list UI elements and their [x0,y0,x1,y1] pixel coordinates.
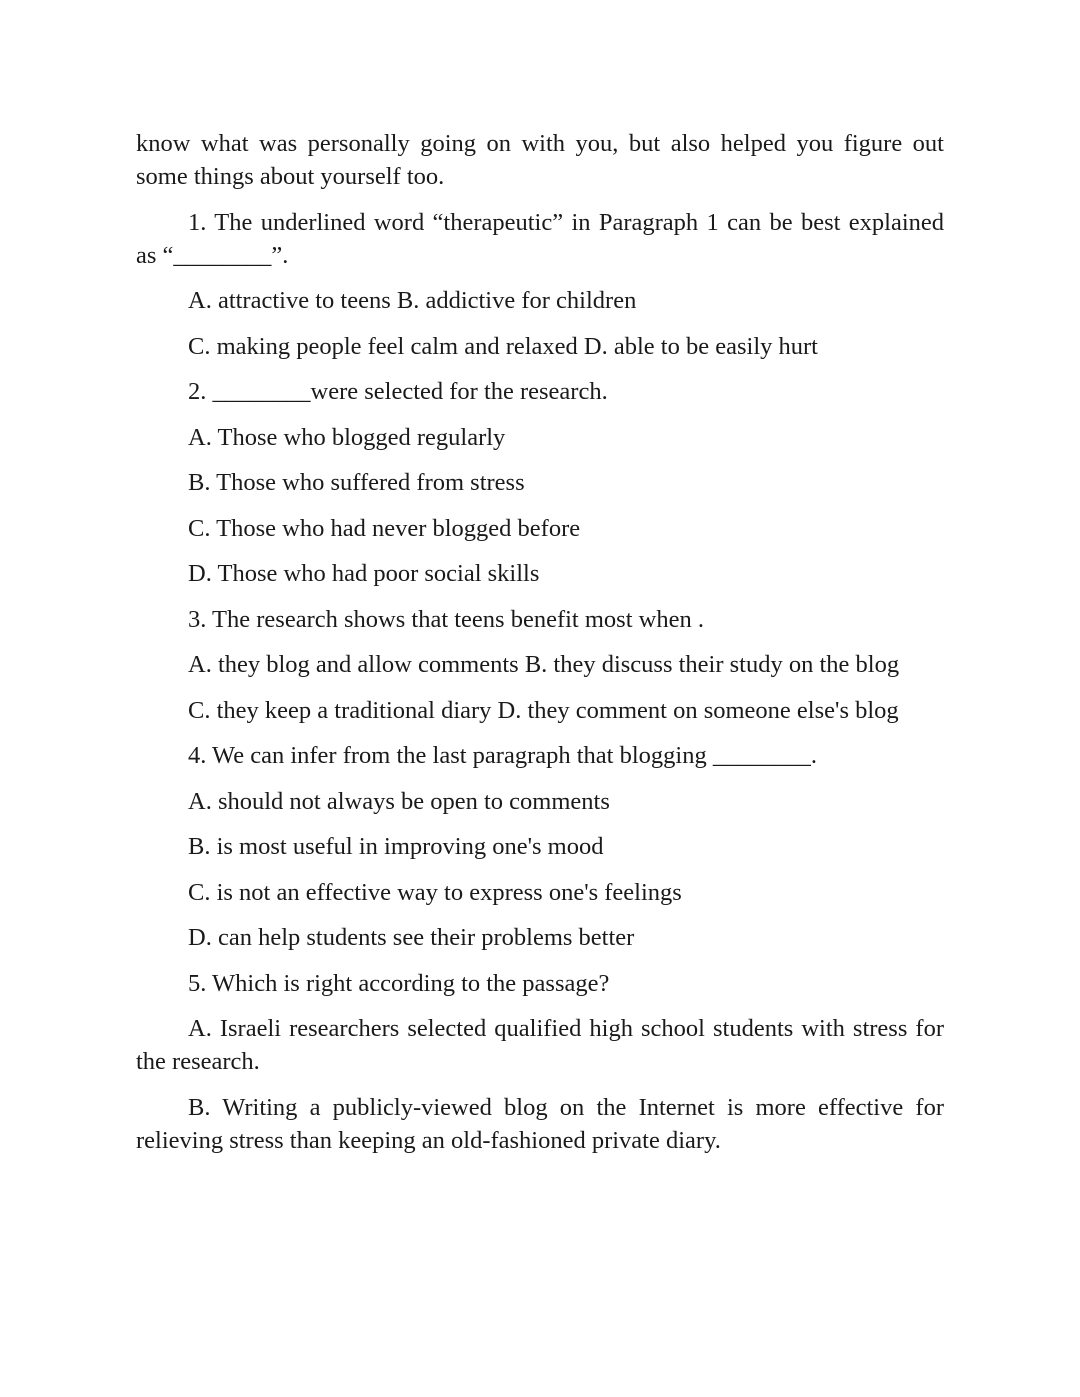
question-2-option-c: C. Those who had never blogged before [188,514,581,542]
question-5-stem: 5. Which is right according to the passage? [188,969,610,997]
question-5-option-b: B. Writing a publicly-viewed blog on the Internet is more effective for relieving stress than keeping an old-fashioned private diary. [136,1093,944,1154]
question-4-option-a: A. should not always be open to comments [188,787,610,815]
question-5-option-a: A. Israeli researchers selected qualified high school students with stress for the research. [136,1015,944,1075]
question-3-options-ab: A. they blog and allow comments B. they discuss their study on the blog [188,651,900,678]
question-3-options-cd: C. they keep a traditional diary D. they comment on someone else's blog [188,696,899,724]
document-page [136,127,944,1169]
question-4-option-c: C. is not an effective way to express one's feelings [188,878,682,906]
question-1-options-ab: A. attractive to teens B. addictive for children [188,287,637,314]
question-4-option-d: D. can help students see their problems better [188,924,635,951]
question-4-stem: 4. We can infer from the last paragraph that blogging ________. [188,742,817,769]
question-3-stem: 3. The research shows that teens benefit most when . [188,605,704,633]
question-2-option-a: A. Those who blogged regularly [188,423,506,451]
passage-continuation: know what was personally going on with you, but also helped you figure out some things about yourself too. [136,130,944,190]
question-1-stem: 1. The underlined word “therapeutic” in Paragraph 1 can be best explained as “________”. [136,208,944,269]
question-2-option-b: B. Those who suffered from stress [188,469,525,496]
question-4-option-b: B. is most useful in improving one's mood [188,833,604,860]
question-1-options-cd: C. making people feel calm and relaxed D. able to be easily hurt [188,332,818,360]
question-2-stem: 2. ________were selected for the research. [188,378,608,405]
question-2-option-d: D. Those who had poor social skills [188,560,540,587]
